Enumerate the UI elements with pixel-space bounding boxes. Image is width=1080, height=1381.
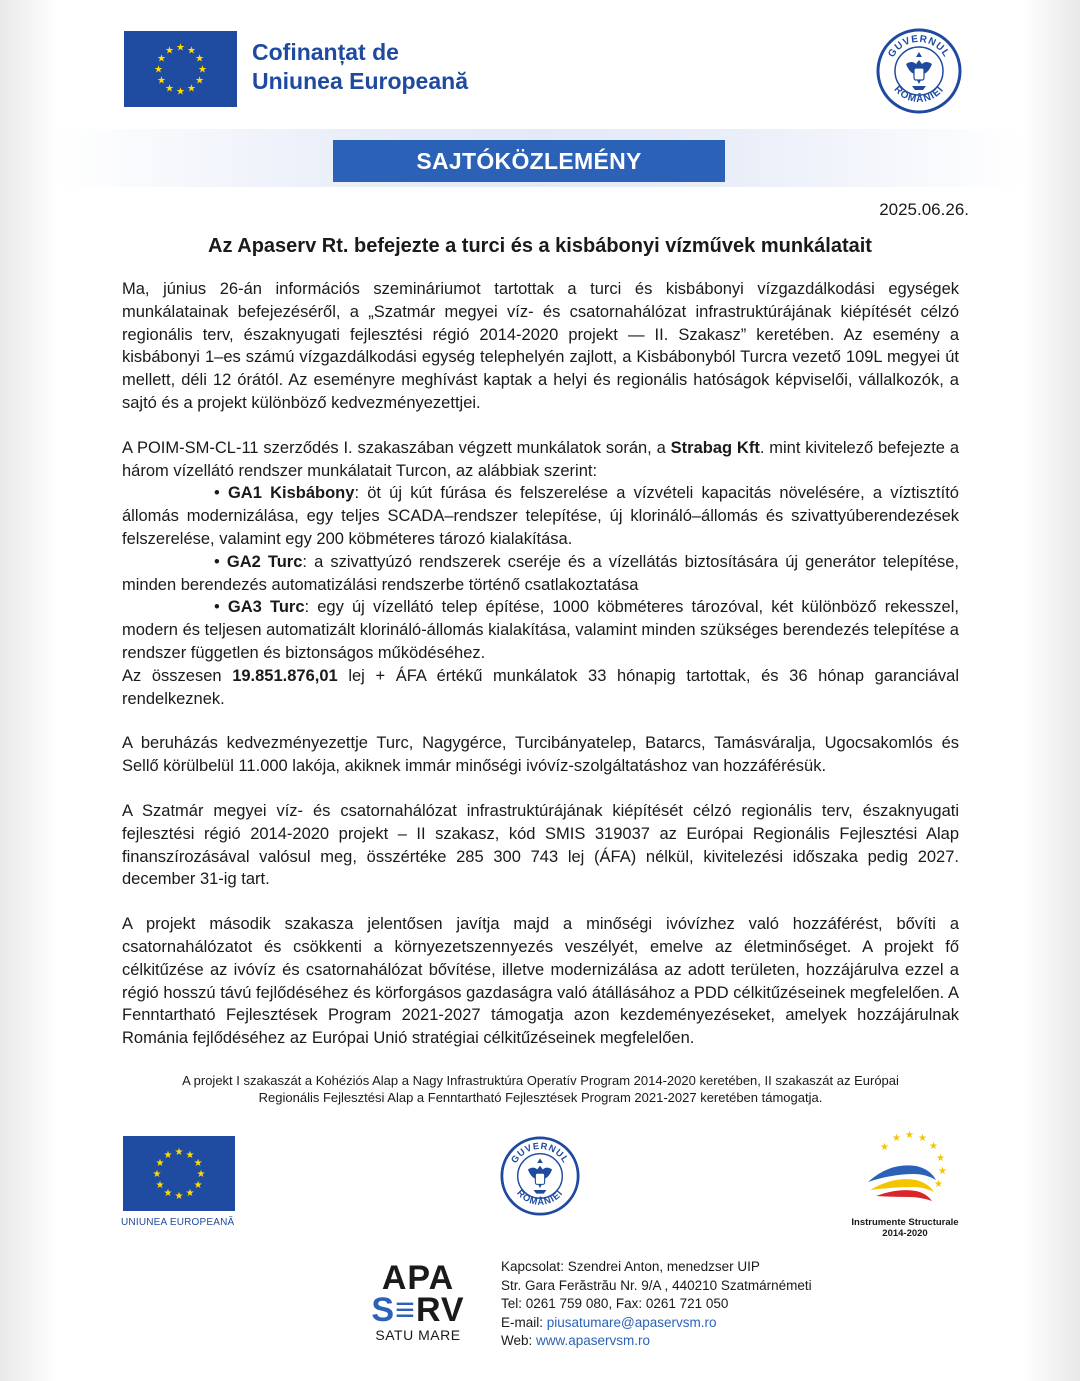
web-label: Web:	[501, 1333, 537, 1349]
eu-star-icon: ★	[155, 1180, 165, 1191]
total-value-paragraph	[122, 665, 959, 711]
eu-star-icon: ★	[185, 1149, 195, 1161]
eu-star-icon: ★	[156, 75, 166, 87]
seal-text-bottom: ROMÂNIEI	[891, 83, 947, 106]
paragraph-2-text: A POIM-SM-CL-11 szerződés I. szakaszában végzett munkálatok során, a	[122, 438, 671, 457]
svg-text:★: ★	[934, 1179, 943, 1190]
paragraph-4: A Szatmár megyei víz- és csatornahálózat infrastruktúrájának kiépítését célzó regionális terv, északnyugati fejlesztési régió 2014-2020 projekt – II szakasz, kód SMIS 319037 az Európai Regionális Fejlesztési Alap finanszírozásával valósul meg, összértéke 285 300 743 lej (ÁFA) nélkül, kivitelezési időszaka pedig 2027. december 31-ig tart.	[122, 801, 959, 889]
paragraph-5: A projekt második szakasza jelentősen javítja majd a minőségi ivóvízhez való hozzáférést, bővíti a csatornahálózatot és csökkenti a környezetszennyezés veszélyét, emelve az életminőséget. A projekt fő célkitűzése az ivóvíz és csatornahálózat bővítése, illetve modernizálása az adott területen, hozzájárulva ezzel a régió hosszú távú fejlődéséhez és körforgásos gazdaságra való átállásához a PDD célkitűzéseinek megfelelően. A Fenntartható Fejlesztések Program 2021-2027 támogatja azon kezdeményezéseket, amelyek hozzájárulnak Románia fejlődéséhez az Európai Unió stratégiai célkitűzéseinek megfelelően.	[122, 915, 959, 1048]
apaserv-s: S	[371, 1291, 396, 1329]
contact-web-row	[501, 1332, 812, 1351]
eu-star-icon: ★	[156, 53, 166, 65]
eu-label: UNIUNEA EUROPEANĂ	[121, 1217, 235, 1228]
list-item-ga1: • GA1 Kisbábony: öt új kút fúrása és felszerelése a vízvételi kapacitás növelésére, a víztisztító állomás modernizálása, egy teljes SCADA–rendszer telepítése, új klorináló–állomás és szivattyúberendezések felszerelése, valamint egy 200 köbméteres tározó kialakítása.	[122, 484, 959, 548]
cofinantat-line-2: Uniunea Europeană	[252, 68, 468, 94]
ga1-text: : öt új kút fúrása és felszerelése a vízvételi kapacitás növelésére, a víztisztító állomás modernizálása, egy teljes SCADA–rendszer telepítése, új klorináló–állomás és szivattyúberendezések felszerelése, valamint egy 200 köbméteres tározó kialakítása.	[122, 484, 959, 548]
ga1-label: GA1 Kisbábony	[227, 484, 355, 503]
eu-star-icon: ★	[163, 1188, 173, 1200]
apaserv-e-mark: ≡	[395, 1291, 416, 1329]
seal-text-top: GUVERNUL	[886, 33, 952, 60]
ga3-label: GA3 Turc	[227, 598, 305, 617]
eu-star-icon: ★	[195, 75, 205, 87]
contact-email-row	[501, 1314, 812, 1333]
government-seal-bottom-icon	[500, 1136, 580, 1216]
paragraph-3: A beruházás kedvezményezettje Turc, Nagygérce, Turcibányatelep, Batarcs, Tamásváralja, Ugocsakomlós és Sellő körülbelül 11.000 lakója, akiknek immár minőségi ivóvíz-szolgáltatáshoz van hozzáférésük.	[122, 734, 959, 776]
paragraph-1: Ma, június 26-án információs szemináriumot tartottak a turci és kisbábonyi vízgazdálkodási egységek munkálatainak befejezéséről, a „Szatmár megyei víz- és csatornahálózat infrastruktúrájának kiépítését célzó regionális terv, északnyugati fejlesztési régió 2014-2020 projekt — II. Szakasz” keretében. Az esemény a kisbábonyi 1–es számú vízgazdálkodási egység telephelyén zajlott, a Kisbábonyból Turcra vezető 109L megyei út mellett, déli 12 órától. Az eseményre meghívást kaptak a helyi és regionális hatóságok képviselői, vállalkozók, a sajtó és a projekt különböző kedvezményezettjei.	[122, 280, 959, 412]
cofinantat-line-1: Cofinanțat de	[252, 39, 399, 65]
eu-flag-icon	[124, 31, 237, 107]
list-item-ga3: • GA3 Turc: egy új vízellátó telep építése, 1000 köbméteres tározóval, két különböző rekesszel, modern és teljesen automatizált klorináló-állomás kialakítása, valamint minden szükséges berendezés telepítése a rendszer független és biztonságos működéséhez.	[122, 598, 959, 662]
svg-text:★: ★	[938, 1166, 947, 1177]
svg-text:★: ★	[929, 1141, 938, 1152]
is-label-line-2: 2014-2020	[882, 1228, 928, 1239]
footnote-line-2: Regionális Fejlesztési Alap a Fenntartható Fejlesztések Program 2021-2027 keretében támogatja.	[258, 1090, 823, 1105]
eu-star-icon: ★	[193, 1158, 203, 1169]
eu-star-icon: ★	[198, 64, 207, 76]
eu-star-icon: ★	[195, 53, 205, 65]
page-edge-right	[1025, 0, 1080, 1381]
website-link[interactable]: www.apaservsm.ro	[536, 1333, 651, 1349]
contact-phone: Tel: 0261 759 080, Fax: 0261 721 050	[501, 1296, 729, 1312]
apaserv-logo-line-2	[362, 1291, 474, 1329]
eu-star-icon: ★	[163, 1149, 173, 1161]
eu-star-icon: ★	[154, 64, 163, 76]
seal-bottom-text-bottom: ROMÂNIEI	[515, 1187, 565, 1207]
apaserv-logo	[362, 1259, 474, 1344]
total-text-post: lej + ÁFA értékű munkálatok 33 hónapig tartottak, és 36 hónap garanciával rendelkeznek.	[122, 666, 959, 708]
ga3-text: : egy új vízellátó telep építése, 1000 köbméteres tározóval, két különböző rekesszel, modern és teljesen automatizált klorináló-állomás kialakítása, valamint minden szükséges berendezés telepítése a rendszer független és biztonságos működéséhez.	[122, 598, 959, 662]
svg-text:★: ★	[905, 1130, 914, 1141]
contact-block	[501, 1258, 812, 1351]
seal-bottom-text-top: GUVERNUL	[509, 1140, 571, 1165]
eu-star-icon: ★	[187, 45, 196, 57]
instrumente-structurale-logo-icon	[862, 1130, 952, 1215]
page-edge-left	[0, 0, 55, 1381]
footnote-line-1: A projekt I szakaszát a Kohéziós Alap a Nagy Infrastruktúra Operatív Program 2014-2020 keretében, II szakaszát az Európai	[182, 1073, 899, 1088]
email-link[interactable]: piusatumare@apaservsm.ro	[546, 1314, 717, 1330]
paragraph-2-text-end: . mint kivitelező befejezte a három vízellátó rendszer munkálatait Turcon, az alábbiak szerint:	[122, 438, 959, 480]
cofinantat-label	[252, 38, 468, 96]
apaserv-rv: RV	[415, 1291, 465, 1329]
eu-star-icon: ★	[165, 45, 174, 57]
eu-star-icon: ★	[193, 1180, 203, 1191]
list-item-ga2: • GA2 Turc: a szivattyúzó rendszerek cseréje és a vízellátás biztosítására új generátor telepítése, minden berendezés automatizálási rendszerbe történő csatlakoztatása	[122, 552, 959, 594]
apaserv-logo-line-3: SATU MARE	[375, 1327, 461, 1343]
release-date: 2025.06.26.	[879, 200, 969, 219]
contact-person: Kapcsolat: Szendrei Anton, menedzser UIP	[501, 1259, 760, 1274]
total-amount: 19.851.876,01	[232, 666, 338, 685]
eu-flag-bottom-icon	[123, 1136, 235, 1211]
eu-star-icon: ★	[174, 1147, 184, 1158]
government-seal-icon	[876, 28, 962, 114]
ga2-label: GA2 Turc	[226, 552, 303, 571]
email-label: E-mail:	[501, 1314, 547, 1330]
eu-star-icon: ★	[165, 83, 174, 95]
is-label-line-1: Instrumente Structurale	[851, 1217, 959, 1228]
ga2-text: : a szivattyúzó rendszerek cseréje és a vízellátás biztosítására új generátor telepítése, minden berendezés automatizálási rendszerbe történő csatlakoztatása	[122, 552, 959, 594]
body-text	[122, 278, 959, 1050]
svg-text:★: ★	[880, 1142, 889, 1153]
document-type-banner: SAJTÓKÖZLEMÉNY	[333, 140, 725, 182]
svg-text:★: ★	[918, 1133, 927, 1144]
total-text-pre: Az összesen	[122, 666, 233, 685]
contractor-name: Strabag Kft	[670, 438, 760, 457]
svg-text:★: ★	[936, 1153, 945, 1164]
eu-star-icon: ★	[196, 1169, 206, 1180]
eu-star-icon: ★	[155, 1158, 165, 1169]
document-title: Az Apaserv Rt. befejezte a turci és a kisbábonyi vízművek munkálatait	[208, 235, 872, 257]
contact-address: Str. Gara Ferăstrău Nr. 9/A , 440210 Szatmárnémeti	[501, 1277, 812, 1293]
svg-text:★: ★	[892, 1133, 901, 1144]
paragraph-2	[122, 437, 959, 483]
eu-star-icon: ★	[176, 86, 185, 98]
instrumente-structurale-label	[850, 1217, 960, 1239]
funding-footnote	[122, 1072, 959, 1106]
eu-star-icon: ★	[152, 1169, 162, 1180]
eu-star-icon: ★	[174, 1191, 184, 1202]
eu-star-icon: ★	[176, 42, 185, 54]
eu-star-icon: ★	[185, 1188, 195, 1200]
eu-star-icon: ★	[187, 83, 196, 95]
apaserv-logo-line-1: APA	[381, 1259, 455, 1297]
